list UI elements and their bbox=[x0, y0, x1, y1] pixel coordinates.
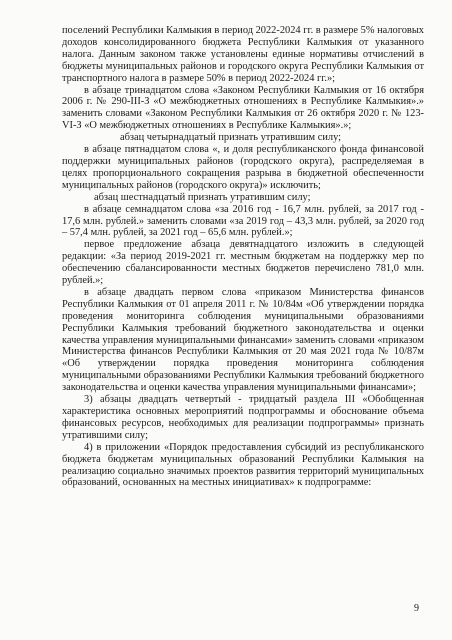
paragraph: абзац шестнадцатый признать утратившим силу; bbox=[94, 191, 311, 203]
paragraph: первое предложение абзаца девятнадцатого изложить в следующей редакции: «За период 2019-2021 гг. местным бюджетам на поддержку мер по обеспечению сбалансированности местных бюджетов перечислено 781,0 млн. рублей.»; bbox=[62, 239, 424, 287]
paragraph: в абзаце двадцать первом слова «приказом Министерства финансов Республики Калмыкия от 01 апреля 2011 г. № 10/84м «Об утверждении порядка проведения мониторинга соблюдения муниципальными образованиями Республики Калмыкия требований бюджетного законодательства и оценки качества управления муниципальными финансами» заменить словами «приказом Министерства финансов Республики Калмыкия от 20 мая 2021 года № 10/87м «Об утверждении порядка проведения мониторинга соблюдения муниципальными образованиями Республики Калмыкия требований бюджетного законодательства и оценки качества управления муниципальными финансами»; bbox=[62, 286, 424, 394]
paragraph: абзац четырнадцатый признать утратившим силу; bbox=[120, 132, 342, 144]
page-number: 9 bbox=[414, 603, 419, 614]
paragraph: в абзаце пятнадцатом слова «, и доля республиканского фонда финансовой поддержки муниципальных районов (городского округа), распределяемая в целях пропорционального сокращения разрыва в бюджетной обеспеченности муниципальных районов (городского округа)» исключить; bbox=[62, 144, 424, 191]
paragraph: 3) абзацы двадцать четвертый - тридцатый раздела III «Обобщенная характеристика основных мероприятий подпрограммы и обоснование объема финансовых ресурсов, необходимых для реализации подпрограммы» признать утратившими силу; bbox=[62, 394, 424, 441]
paragraph: в абзаце тринадцатом слова «Законом Республики Калмыкия от 16 октября 2006 г. № 290-III-З «О межбюджетных отношениях в Республике Калмыкия».» заменить словами «Законом Республики Калмыкия от 26 октября 2020 г. № 123-VI-З «О межбюджетных отношениях в Республике Калмыкия».»; bbox=[62, 84, 424, 132]
paragraph: в абзаце семнадцатом слова «за 2016 год - 16,7 млн. рублей, за 2017 год - 17,6 млн. рублей.» заменить словами «за 2019 год – 43,3 млн. рублей, за 2020 год – 57,4 млн. рублей, за 2021 год – 65,6 млн. рублей.»; bbox=[62, 203, 424, 239]
paragraph: поселений Республики Калмыкия в период 2022-2024 гг. в размере 5% налоговых доходов консолидированного бюджета Республики Калмыкия от указанного налога. Данным законом также установлены единые нормативы отчислений в бюджеты муниципальных районов и городского округа Республики Калмыкия от транспортного налога в размере 50% в период 2022-2024 гг.»; bbox=[62, 25, 425, 84]
paragraph: 4) в приложении «Порядок предоставления субсидий из республиканского бюджета бюджетам муниципальных образований Республики Калмыкия на реализацию социально значимых проектов развития территорий муниципальных образований, основанных на местных инициативах» к подпрограмме: bbox=[62, 441, 424, 489]
